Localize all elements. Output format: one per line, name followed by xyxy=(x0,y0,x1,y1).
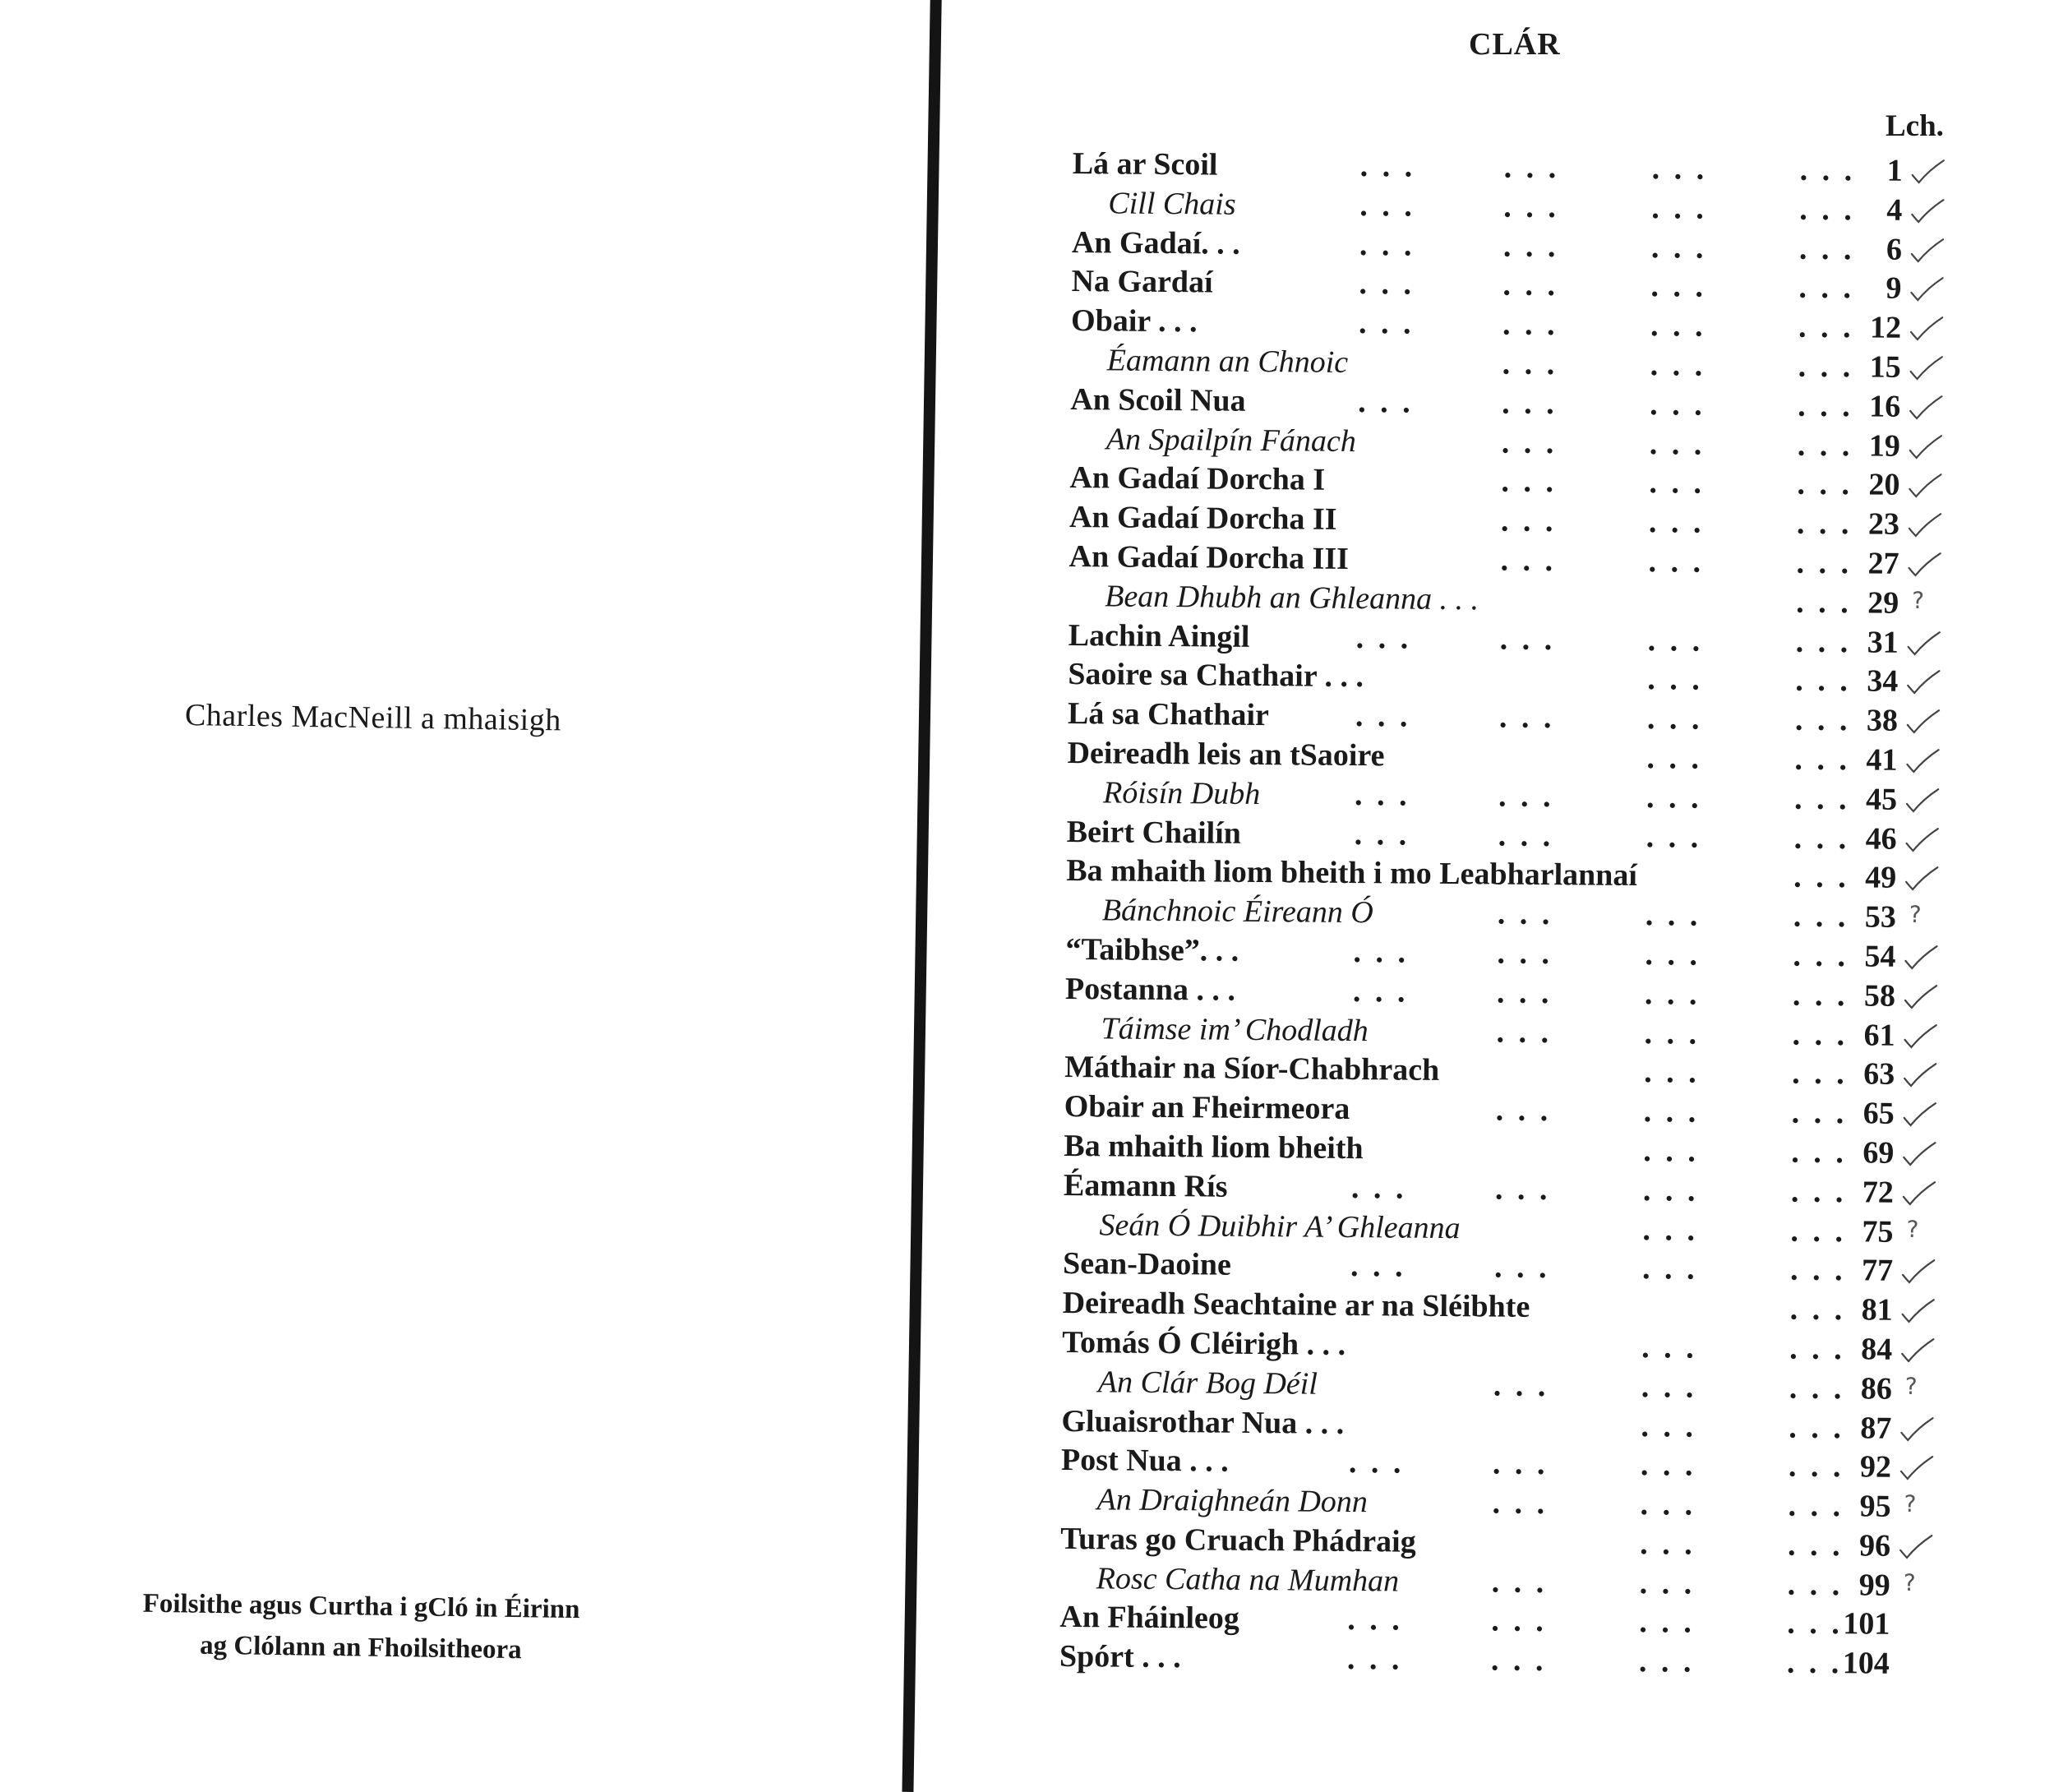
dot-leader: . . . xyxy=(1502,229,1559,264)
toc-entry-page: 96 xyxy=(1858,1528,1891,1563)
toc-entry-page: 84 xyxy=(1861,1332,1893,1367)
dot-leader: . . . xyxy=(1500,543,1557,579)
dot-leader: . . . xyxy=(1790,1174,1847,1209)
handwritten-check-icon xyxy=(1902,941,1938,972)
toc-entry-page: 45 xyxy=(1865,782,1898,817)
toc-entry-title: Lá sa Chathair xyxy=(1067,696,1270,733)
dot-leader: . . . xyxy=(1647,622,1704,658)
dot-leader: . . . xyxy=(1493,1249,1550,1286)
dot-leader: . . . xyxy=(1794,702,1851,738)
toc-entry-page: 27 xyxy=(1867,546,1899,581)
dot-leader: . . . xyxy=(1359,149,1416,184)
dot-leader: . . . xyxy=(1498,818,1554,853)
toc-entry-title: Lachin Aingil xyxy=(1068,617,1250,654)
toc-entry-page: 16 xyxy=(1869,389,1901,424)
dot-leader: . . . xyxy=(1793,860,1849,895)
dot-leader: . . . xyxy=(1642,1212,1699,1248)
handwritten-question-icon: ? xyxy=(1904,1489,1917,1518)
dot-leader: . . . xyxy=(1643,1134,1700,1169)
dot-leader: . . . xyxy=(1650,348,1706,383)
dot-leader: . . . xyxy=(1798,309,1854,345)
dot-leader: . . . xyxy=(1503,189,1560,224)
toc-entry-title: Turas go Cruach Phádraig xyxy=(1060,1521,1416,1559)
toc-entry-title: Obair . . . xyxy=(1070,303,1198,339)
dot-leader: . . . xyxy=(1787,1527,1844,1563)
toc-entry-title: Obair an Fheirmeora xyxy=(1064,1089,1350,1127)
dot-leader: . . . xyxy=(1645,898,1701,933)
dot-leader: . . . xyxy=(1787,1567,1844,1602)
dot-leader: . . . xyxy=(1639,1526,1696,1562)
toc-entry-page: 34 xyxy=(1867,663,1899,700)
toc-entry-page: 104 xyxy=(1842,1646,1890,1682)
dot-leader: . . . xyxy=(1490,1642,1547,1679)
toc-entry-title: An Gadaí. . . xyxy=(1071,224,1240,261)
dot-leader: . . . xyxy=(1793,898,1849,935)
toc-entry-title: Éamann Rís xyxy=(1063,1167,1228,1204)
dot-leader: . . . xyxy=(1648,505,1705,540)
toc-entry-page: 101 xyxy=(1843,1606,1890,1642)
dot-leader: . . . xyxy=(1793,938,1849,974)
toc-title: CLÁR xyxy=(1469,27,1561,62)
dot-leader: . . . xyxy=(1639,1605,1696,1641)
dot-leader: . . . xyxy=(1355,699,1411,734)
handwritten-check-icon xyxy=(1907,391,1943,423)
dot-leader: . . . xyxy=(1644,1015,1701,1051)
handwritten-check-icon xyxy=(1898,1452,1934,1483)
dot-leader: . . . xyxy=(1502,346,1558,382)
handwritten-check-icon xyxy=(1899,1295,1935,1326)
handwritten-check-icon xyxy=(1908,312,1944,344)
toc-entry-page: 12 xyxy=(1869,310,1902,345)
dot-leader: . . . xyxy=(1350,1170,1407,1206)
dot-leader: . . . xyxy=(1354,777,1410,813)
handwritten-check-icon xyxy=(1909,233,1945,265)
dot-leader: . . . xyxy=(1502,386,1558,421)
dot-leader: . . . xyxy=(1492,1446,1549,1482)
toc-entry-title: Ba mhaith liom bheith xyxy=(1064,1128,1364,1166)
dot-leader: . . . xyxy=(1798,349,1854,385)
dot-leader: . . . xyxy=(1651,151,1708,187)
dot-leader: . . . xyxy=(1788,1488,1844,1524)
dot-leader: . . . xyxy=(1640,1487,1696,1522)
dot-leader: . . . xyxy=(1797,427,1853,463)
dot-leader: . . . xyxy=(1795,624,1852,659)
right-page xyxy=(962,0,2054,1778)
dot-leader: . . . xyxy=(1646,819,1702,855)
dot-leader: . . . xyxy=(1497,935,1553,972)
dot-leader: . . . xyxy=(1358,306,1415,341)
handwritten-check-icon xyxy=(1909,155,1946,187)
toc-entry-page: 95 xyxy=(1859,1489,1891,1524)
handwritten-check-icon xyxy=(1908,352,1944,383)
dot-leader: . . . xyxy=(1792,1017,1849,1052)
toc-entry-title: Lá ar Scoil xyxy=(1072,145,1218,182)
handwritten-check-icon xyxy=(1906,469,1942,501)
dot-leader: . . . xyxy=(1359,227,1415,263)
dot-leader: . . . xyxy=(1798,270,1855,306)
toc-entry-title: Róisín Dubh xyxy=(1102,775,1261,811)
handwritten-check-icon xyxy=(1906,509,1942,540)
dot-leader: . . . xyxy=(1350,1249,1406,1284)
dot-leader: . . . xyxy=(1648,544,1705,580)
dot-leader: . . . xyxy=(1500,503,1557,539)
handwritten-check-icon xyxy=(1907,430,1943,461)
toc-entry-title: An Spailpín Fánach xyxy=(1105,421,1357,459)
handwritten-check-icon xyxy=(1902,981,1938,1012)
dot-leader: . . . xyxy=(1645,937,1701,972)
handwritten-check-icon xyxy=(1904,705,1941,737)
handwritten-check-icon xyxy=(1898,1412,1934,1443)
dot-leader: . . . xyxy=(1798,231,1855,266)
dot-leader: . . . xyxy=(1793,781,1850,817)
toc-entry-page: 20 xyxy=(1868,467,1900,503)
dot-leader: . . . xyxy=(1788,1448,1844,1485)
toc-entry-page: 31 xyxy=(1867,625,1899,660)
toc-entry-title: Saoire sa Chathair . . . xyxy=(1068,657,1364,695)
handwritten-question-icon: ? xyxy=(1906,1215,1919,1243)
handwritten-check-icon xyxy=(1901,1059,1937,1090)
dot-leader: . . . xyxy=(1501,425,1558,460)
toc-entry-title: An Fháinleog xyxy=(1059,1600,1240,1637)
toc-entry-page: 1 xyxy=(1886,153,1903,188)
handwritten-check-icon xyxy=(1904,666,1941,697)
dot-leader: . . . xyxy=(1499,621,1556,657)
toc-entry-title: An Gadaí Dorcha II xyxy=(1069,500,1337,537)
toc-entry-page: 92 xyxy=(1859,1449,1892,1485)
toc-entry-page: 23 xyxy=(1867,506,1900,542)
handwritten-check-icon xyxy=(1900,1138,1936,1169)
dot-leader: . . . xyxy=(1493,1368,1549,1403)
toc-entry-page: 63 xyxy=(1862,1056,1895,1092)
dot-leader: . . . xyxy=(1649,426,1706,462)
dot-leader: . . . xyxy=(1641,1408,1697,1444)
handwritten-check-icon xyxy=(1899,1334,1935,1365)
toc-entry-page: 4 xyxy=(1886,192,1903,228)
toc-entry-page: 69 xyxy=(1862,1135,1895,1171)
dot-leader: . . . xyxy=(1491,1564,1548,1600)
dot-leader: . . . xyxy=(1789,1331,1845,1367)
dot-leader: . . . xyxy=(1352,973,1409,1009)
handwritten-check-icon xyxy=(1909,195,1945,226)
toc-entry-title: Spórt . . . xyxy=(1059,1639,1181,1675)
handwritten-question-icon: ? xyxy=(1904,1372,1918,1400)
dot-leader: . . . xyxy=(1798,388,1853,424)
toc-entry-page: 46 xyxy=(1865,820,1897,857)
dot-leader: . . . xyxy=(1494,1171,1551,1207)
dot-leader: . . . xyxy=(1790,1213,1847,1249)
toc-entry-title: Beirt Chailín xyxy=(1066,814,1242,851)
dot-leader: . . . xyxy=(1799,152,1856,188)
dot-leader: . . . xyxy=(1495,1092,1552,1129)
dot-leader: . . . xyxy=(1359,187,1416,224)
dot-leader: . . . xyxy=(1354,816,1410,852)
toc-entry-title: Cill Chais xyxy=(1108,186,1236,222)
handwritten-check-icon xyxy=(1903,862,1939,894)
table-of-contents xyxy=(1059,145,1977,1685)
dot-leader: . . . xyxy=(1792,977,1849,1014)
dot-leader: . . . xyxy=(1786,1645,1843,1681)
toc-entry-title: Na Gardaí xyxy=(1071,264,1213,300)
handwritten-check-icon xyxy=(1904,823,1940,854)
dot-leader: . . . xyxy=(1796,506,1853,542)
dot-leader: . . . xyxy=(1359,266,1415,303)
toc-entry-page: 75 xyxy=(1862,1213,1894,1249)
dot-leader: . . . xyxy=(1646,779,1702,815)
toc-entry-page: 9 xyxy=(1886,271,1902,307)
toc-entry-title: Bean Dhubh an Ghleanna . . . xyxy=(1105,579,1479,617)
dot-leader: . . . xyxy=(1791,1056,1848,1092)
toc-entry-title: Deireadh Seachtaine ar na Sléibhte xyxy=(1062,1286,1530,1325)
toc-entry-page: 53 xyxy=(1864,899,1897,935)
dot-leader: . . . xyxy=(1348,1445,1405,1480)
toc-entry-page: 41 xyxy=(1866,742,1898,778)
toc-entry-title: An Gadaí Dorcha I xyxy=(1069,460,1326,498)
toc-entry-title: Sean-Daoine xyxy=(1062,1246,1232,1283)
toc-entry-title: Seán Ó Duibhir A’ Ghleanna xyxy=(1099,1207,1461,1245)
toc-entry-title: “Taibhse”. . . xyxy=(1065,931,1239,968)
handwritten-check-icon xyxy=(1905,548,1941,580)
toc-entry-page: 15 xyxy=(1869,349,1901,385)
dot-leader: . . . xyxy=(1643,1094,1700,1129)
handwritten-check-icon xyxy=(1905,626,1941,658)
toc-entry-page: 6 xyxy=(1886,232,1903,267)
dot-leader: . . . xyxy=(1641,1369,1697,1405)
dot-leader: . . . xyxy=(1641,1330,1697,1365)
toc-entry-page: 29 xyxy=(1867,585,1899,621)
toc-entry-title: Bánchnoic Éireann Ó xyxy=(1101,893,1374,931)
page-column-header: Lch. xyxy=(1886,109,1944,143)
dot-leader: . . . xyxy=(1789,1291,1846,1328)
toc-entry-title: Táimse im’ Chodladh xyxy=(1101,1010,1369,1048)
dot-leader: . . . xyxy=(1647,662,1704,698)
toc-entry-title: Gluaisrothar Nua . . . xyxy=(1061,1403,1345,1441)
toc-entry-title: Tomás Ó Cléirigh . . . xyxy=(1062,1324,1346,1362)
dot-leader: . . . xyxy=(1346,1642,1403,1677)
dot-leader: . . . xyxy=(1503,150,1560,186)
handwritten-check-icon xyxy=(1899,1255,1936,1286)
handwritten-check-icon xyxy=(1904,784,1940,815)
dot-leader: . . . xyxy=(1793,820,1850,856)
left-page xyxy=(0,0,953,1778)
dot-leader: . . . xyxy=(1650,308,1706,344)
dot-leader: . . . xyxy=(1795,663,1852,699)
dot-leader: . . . xyxy=(1641,1251,1698,1287)
toc-entry-page: 65 xyxy=(1862,1096,1895,1131)
handwritten-check-icon xyxy=(1901,1019,1937,1051)
dot-leader: . . . xyxy=(1353,934,1410,970)
toc-entry-page: 49 xyxy=(1865,860,1897,896)
toc-entry-title: An Gadaí Dorcha III xyxy=(1069,538,1350,576)
dot-leader: . . . xyxy=(1642,1172,1699,1208)
publisher-note xyxy=(98,1582,625,1672)
toc-entry-title: Rosc Catha na Mumhan xyxy=(1096,1561,1400,1599)
dot-leader: . . . xyxy=(1501,464,1558,500)
illustrator-credit: Charles MacNeill a mhaisigh xyxy=(184,698,562,738)
dot-leader: . . . xyxy=(1799,192,1856,228)
toc-entry-page: 86 xyxy=(1860,1371,1893,1406)
dot-leader: . . . xyxy=(1789,1410,1845,1445)
toc-entry-page: 77 xyxy=(1861,1253,1894,1289)
toc-entry xyxy=(1059,1637,1964,1684)
publisher-line: Foilsithe agus Curtha i gCló in Éirinn xyxy=(142,1588,580,1625)
dot-leader: . . . xyxy=(1794,741,1851,778)
dot-leader: . . . xyxy=(1497,896,1553,932)
dot-leader: . . . xyxy=(1789,1252,1846,1288)
toc-entry-page: 19 xyxy=(1868,428,1901,464)
dot-leader: . . . xyxy=(1646,701,1703,737)
dot-leader: . . . xyxy=(1502,267,1559,303)
dot-leader: . . . xyxy=(1791,1095,1848,1131)
dot-leader: . . . xyxy=(1498,700,1555,736)
dot-leader: . . . xyxy=(1650,386,1706,423)
handwritten-check-icon xyxy=(1901,1098,1937,1129)
dot-leader: . . . xyxy=(1646,741,1703,776)
dot-leader: . . . xyxy=(1496,1014,1553,1050)
dot-leader: . . . xyxy=(1491,1603,1548,1639)
handwritten-check-icon xyxy=(1897,1531,1933,1562)
toc-entry-title: An Clár Bog Déil xyxy=(1097,1365,1318,1402)
dot-leader: . . . xyxy=(1650,229,1707,266)
dot-leader: . . . xyxy=(1639,1565,1696,1601)
dot-leader: . . . xyxy=(1498,778,1554,814)
dot-leader: . . . xyxy=(1643,1055,1700,1091)
toc-entry-title: An Draighneán Donn xyxy=(1096,1482,1369,1520)
toc-entry-title: Post Nua . . . xyxy=(1060,1443,1229,1480)
dot-leader: . . . xyxy=(1638,1644,1695,1679)
toc-entry-title: Deireadh leis an tSaoire xyxy=(1067,735,1385,774)
handwritten-question-icon: ? xyxy=(1903,1568,1916,1596)
dot-leader: . . . xyxy=(1355,620,1412,656)
toc-entry-page: 87 xyxy=(1860,1410,1892,1446)
dot-leader: . . . xyxy=(1787,1606,1844,1642)
dot-leader: . . . xyxy=(1649,465,1706,501)
toc-entry-page: 61 xyxy=(1863,1017,1895,1053)
dot-leader: . . . xyxy=(1644,976,1701,1012)
dot-leader: . . . xyxy=(1651,190,1708,226)
handwritten-check-icon xyxy=(1900,1177,1936,1208)
toc-entry-page: 58 xyxy=(1863,978,1896,1014)
toc-entry-title: Máthair na Síor-Chabhrach xyxy=(1064,1050,1440,1088)
handwritten-question-icon: ? xyxy=(1909,901,1922,929)
toc-entry-title: Ba mhaith liom bheith i mo Leabharlannaí xyxy=(1066,853,1638,894)
toc-entry-title: Postanna . . . xyxy=(1064,971,1236,1008)
toc-entry-title: An Scoil Nua xyxy=(1070,381,1246,418)
dot-leader: . . . xyxy=(1496,975,1553,1010)
toc-entry-title: Éamann an Chnoic xyxy=(1106,343,1349,380)
handwritten-check-icon xyxy=(1908,273,1944,304)
dot-leader: . . . xyxy=(1492,1485,1549,1522)
toc-entry-page: 38 xyxy=(1866,703,1899,738)
toc-entry-page: 81 xyxy=(1861,1292,1893,1328)
dot-leader: . . . xyxy=(1797,467,1853,502)
dot-leader: . . . xyxy=(1358,384,1414,420)
toc-entry-page: 54 xyxy=(1864,939,1896,974)
dot-leader: . . . xyxy=(1796,545,1853,581)
dot-leader: . . . xyxy=(1795,584,1852,621)
dot-leader: . . . xyxy=(1347,1602,1404,1638)
publisher-line: ag Clólann an Fhoilsitheora xyxy=(199,1630,522,1665)
dot-leader: . . . xyxy=(1502,307,1558,343)
dot-leader: . . . xyxy=(1789,1370,1845,1406)
handwritten-question-icon: ? xyxy=(1912,586,1925,614)
handwritten-check-icon xyxy=(1904,745,1940,776)
toc-entry-page: 99 xyxy=(1858,1568,1890,1603)
toc-entry-page: 72 xyxy=(1862,1175,1895,1210)
dot-leader: . . . xyxy=(1650,269,1707,305)
dot-leader: . . . xyxy=(1640,1448,1696,1483)
dot-leader: . . . xyxy=(1791,1134,1848,1171)
